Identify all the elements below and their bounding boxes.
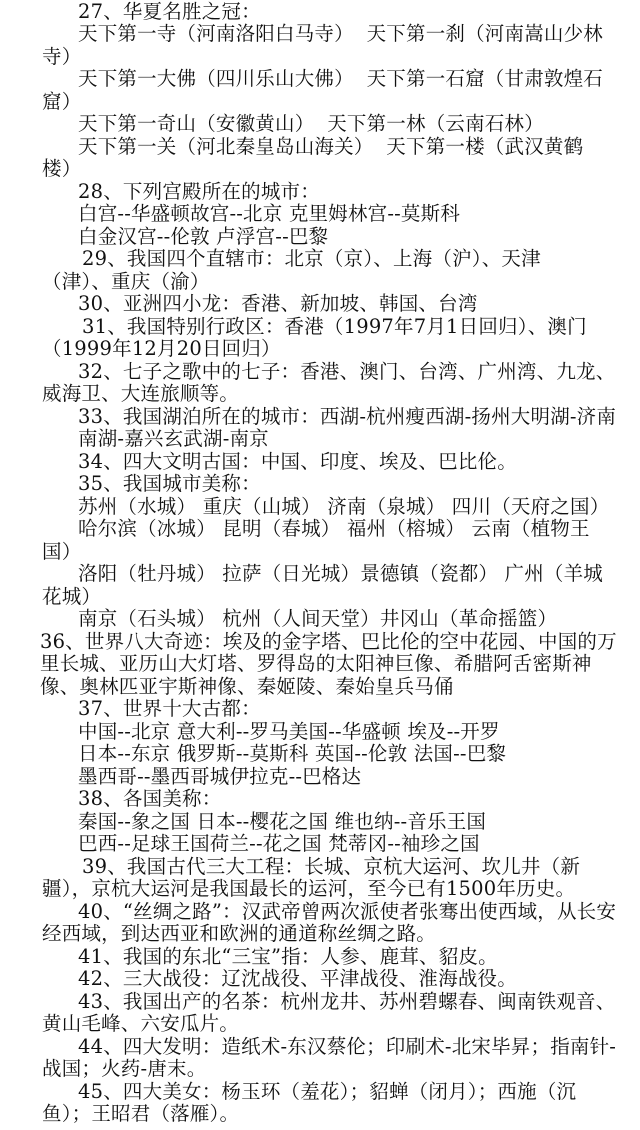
text-line: 疆），京杭大运河是我国最长的运河，至今已有1500年历史。: [42, 877, 576, 900]
text-line: 白金汉宫--伦敦 卢浮宫--巴黎: [78, 225, 329, 248]
heading-33: 33、我国湖泊所在的城市：西湖-杭州瘦西湖-扬州大明湖-济南: [78, 405, 617, 428]
text-line: 天下第一寺（河南洛阳白马寺） 天下第一刹（河南嵩山少林: [78, 22, 603, 45]
text-line: 墨西哥--墨西哥城伊拉克--巴格达: [78, 765, 362, 788]
heading-29: 29、我国四个直辖市：北京（京）、上海（沪）、天津: [82, 247, 541, 270]
text-line: 里长城、亚历山大灯塔、罗得岛的太阳神巨像、希腊阿舌密斯神: [40, 652, 592, 675]
heading-39: 39、我国古代三大工程：长城、京杭大运河、坎儿井（新: [82, 855, 581, 878]
text-line: 南京（石头城） 杭州（人间天堂）井冈山（革命摇篮）: [78, 607, 558, 630]
text-line: 战国；火药-唐末。: [42, 1057, 207, 1080]
text-line: 秦国--象之国 日本--樱花之国 维也纳--音乐王国: [78, 810, 487, 833]
heading-37: 37、世界十大古都：: [78, 697, 261, 720]
text-line: 黄山毛峰、六安瓜片。: [42, 1012, 240, 1035]
text-line: 寺）: [42, 45, 82, 68]
text-line: 天下第一奇山（安徽黄山） 天下第一林（云南石林）: [78, 112, 544, 135]
text-line: 威海卫、大连旅顺等。: [42, 382, 240, 405]
text-line: 白宫--华盛顿故宫--北京 克里姆林宫--莫斯科: [78, 202, 461, 225]
heading-36: 36、世界八大奇迹：埃及的金字塔、巴比伦的空中花园、中国的万: [40, 630, 617, 653]
text-line: 哈尔滨（冰城） 昆明（春城） 福州（榕城） 云南（植物王: [78, 517, 590, 540]
heading-34: 34、四大文明古国：中国、印度、埃及、巴比伦。: [78, 450, 517, 473]
text-line: （津）、重庆（渝）: [42, 270, 210, 293]
text-line: 南湖-嘉兴玄武湖-南京: [78, 427, 269, 450]
text-line: 日本--东京 俄罗斯--莫斯科 英国--伦敦 法国--巴黎: [78, 742, 507, 765]
heading-28: 28、下列宫殿所在的城市：: [78, 180, 320, 203]
text-line: 鱼）；王昭君（落雁）。: [42, 1102, 240, 1125]
heading-27: 27、华夏名胜之冠：: [78, 0, 261, 23]
text-line: 巴西--足球王国荷兰--花之国 梵蒂冈--袖珍之国: [78, 832, 480, 855]
text-line: （1999年12月20日回归）: [42, 337, 281, 360]
heading-40: 40、“丝绸之路”：汉武帝曾两次派使者张骞出使西域，从长安: [78, 900, 617, 923]
text-line: 天下第一大佛（四川乐山大佛） 天下第一石窟（甘肃敦煌石: [78, 67, 603, 90]
heading-30: 30、亚洲四小龙：香港、新加坡、韩国、台湾: [78, 292, 478, 315]
heading-31: 31、我国特别行政区：香港（1997年7月1日回归）、澳门: [82, 315, 587, 338]
text-line: 洛阳（牡丹城） 拉萨（日光城）景德镇（瓷都） 广州（羊城: [78, 562, 603, 585]
text-line: 苏州（水城） 重庆（山城） 济南（泉城） 四川（天府之国）: [78, 495, 610, 518]
heading-32: 32、七子之歌中的七子：香港、澳门、台湾、广州湾、九龙、: [78, 360, 616, 383]
heading-35: 35、我国城市美称：: [78, 472, 261, 495]
text-line: 经西域，到达西亚和欧洲的通道称丝绸之路。: [42, 922, 437, 945]
text-line: 像、奥林匹亚宇斯神像、秦姬陵、秦始皇兵马俑: [40, 675, 454, 698]
heading-42: 42、三大战役：辽沈战役、平津战役、淮海战役。: [78, 967, 517, 990]
heading-43: 43、我国出产的名茶：杭州龙井、苏州碧螺春、闽南铁观音、: [78, 990, 616, 1013]
heading-38: 38、各国美称：: [78, 787, 222, 810]
heading-44: 44、四大发明：造纸术-东汉蔡伦；印刷术-北宋毕昇；指南针-: [78, 1035, 617, 1058]
text-line: 中国--北京 意大利--罗马美国--华盛顿 埃及--开罗: [78, 720, 500, 743]
text-line: 国）: [42, 540, 82, 563]
text-line: 天下第一关（河北秦皇岛山海关） 天下第一楼（武汉黄鹤: [78, 135, 584, 158]
text-line: 花城）: [42, 585, 102, 608]
text-line: 楼）: [42, 157, 82, 180]
heading-45: 45、四大美女：杨玉环（羞花）；貂蝉（闭月）；西施（沉: [78, 1080, 577, 1103]
text-line: 窟）: [42, 90, 82, 113]
heading-41: 41、我国的东北“三宝”指：人参、鹿茸、貂皮。: [78, 945, 498, 968]
